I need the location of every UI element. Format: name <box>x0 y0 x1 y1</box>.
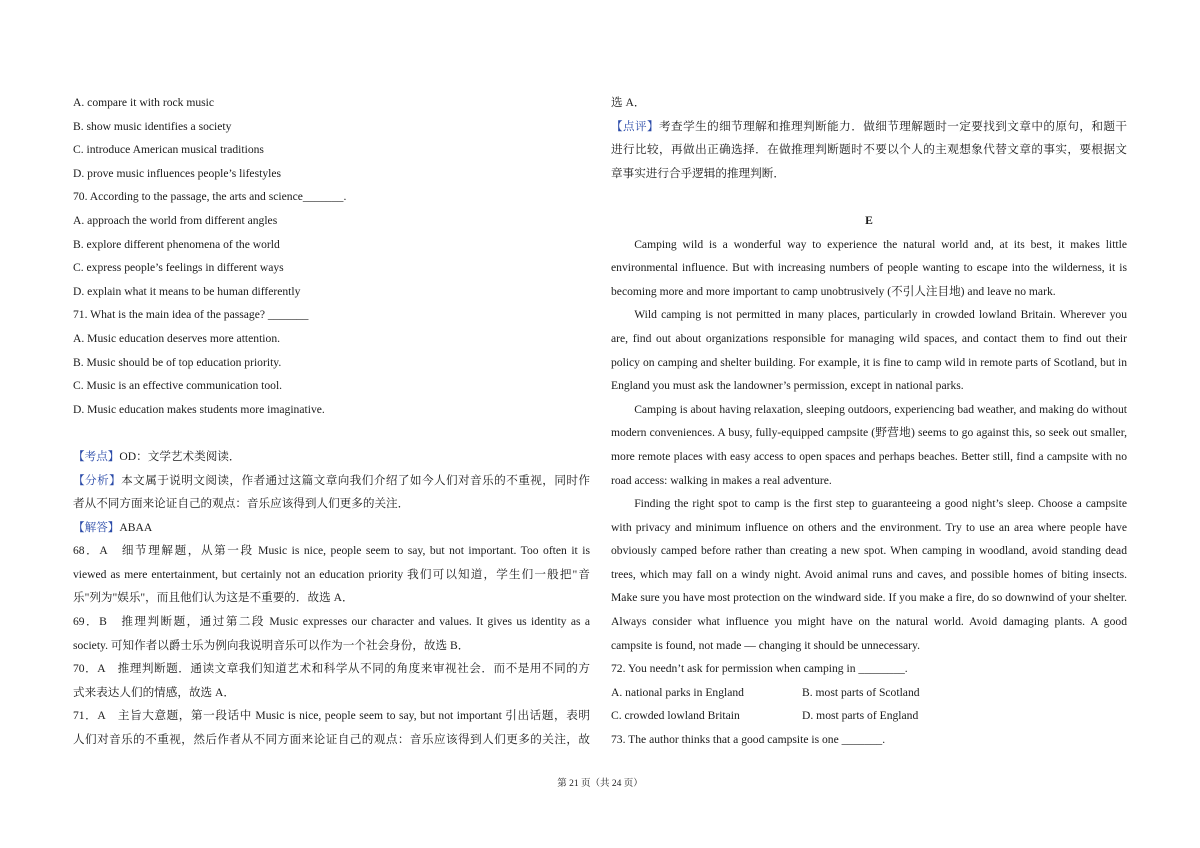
exp68-line-3: 乐"列为"娱乐"，而且他们认为这是不重要的．故选 A． <box>73 591 354 605</box>
dianping-text-1: 考查学生的细节理解和推理判断能力．做细节理解题时一定要找到文章中的原句，和题干 <box>659 119 1127 133</box>
exp68-line-1: 68．A 细节理解题，从第一段 Music is nice, people seem to say, but not important. Too often it is <box>73 544 590 558</box>
q72-stem: 72. You needn’t ask for permission when camping in ________. <box>611 662 908 676</box>
q72-options-row-1 <box>611 681 1127 705</box>
dianping-line-1 <box>611 115 1127 139</box>
q70-option-b: B. explore different phenomena of the world <box>73 237 280 251</box>
continuation-line: 选 A． <box>611 96 646 109</box>
q70-option-d: D. explain what it means to be human differently <box>73 284 301 298</box>
dianping-tag: 【点评】 <box>611 119 660 133</box>
fenxi-text-1: 本文属于说明文阅读，作者通过这篇文章向我们介绍了如今人们对音乐的不重视，同时作 <box>121 473 590 487</box>
q72-option-a: A. national parks in England <box>611 685 744 699</box>
q72-options-row-2 <box>611 704 1127 728</box>
q71-option-d: D. Music education makes students more imaginative. <box>73 402 325 416</box>
jieda-tag: 【解答】 <box>73 520 120 534</box>
q71-option-c: C. Music is an effective communication tool. <box>73 379 283 393</box>
page-footer: 第 21 页（共 24 页） <box>557 779 643 789</box>
passage-paragraph-3: Camping is about having relaxation, sleeping outdoors, experiencing bad weather, and making do without modern conveniences. A busy, fully-equipped campsite (野营地) seems to go against this, so seek out smaller, more remote places with easy access to open spaces and perhaps beaches. Better still, find a campsite with no road access: walking in makes a real adventure. <box>611 402 1127 487</box>
q72-option-d: D. most parts of England <box>802 709 919 723</box>
q69-option-c: C. introduce American musical traditions <box>73 143 264 157</box>
q71-stem: 71. What is the main idea of the passage? _______ <box>73 308 309 322</box>
q69-option-a: A. compare it with rock music <box>73 96 215 109</box>
exp69-line-2: society. 可知作者以爵士乐为例向我说明音乐可以作为一个社会身份，故选 B． <box>73 638 470 652</box>
q72-option-c: C. crowded lowland Britain <box>611 709 740 723</box>
fenxi-line-2: 者从不同方面来论证自己的观点：音乐应该得到人们更多的关注． <box>73 497 410 511</box>
dianping-line-3: 章事实进行合乎逻辑的推理判断． <box>611 166 785 180</box>
right-column <box>611 91 1127 752</box>
section-title: E <box>865 213 873 227</box>
kaodian <box>73 445 590 469</box>
q70-option-c: C. express people’s feelings in different ways <box>73 261 284 275</box>
left-column <box>73 91 590 752</box>
q70-option-a: A. approach the world from different angles <box>73 213 278 227</box>
dianping-line-2: 进行比较，再做出正确选择．在做推理判断题时不要以个人的主观想象代替文章的事实，要根据文 <box>611 143 1127 157</box>
exp70-line-2: 式来表达人们的情感，故选 A． <box>73 685 235 699</box>
q69-option-d: D. prove music influences people’s lifestyles <box>73 166 281 180</box>
passage-paragraph-2: Wild camping is not permitted in many places, particularly in crowded lowland Britain. Wherever you are, find out about organizations responsible for managing wild spaces, and contact them to find out their policy on camping and shelter building. For example, it is fine to camp wild in remote parts of Scotland, but in England you must ask the landowner’s permission, except in national parks. <box>611 308 1127 393</box>
exp71-line-1: 71．A 主旨大意题，第一段话中 Music is nice, people seem to say, but not important 引出话题，表明 <box>73 709 590 723</box>
jieda-text: ABAA <box>119 520 153 534</box>
q70-stem: 70. According to the passage, the arts and science_______. <box>73 190 347 204</box>
exp69-line-1: 69．B 推理判断题，通过第二段 Music expresses our character and values. It gives us identity as a <box>73 615 590 629</box>
q71-option-b: B. Music should be of top education priority. <box>73 355 282 369</box>
passage <box>611 233 1127 658</box>
jieda <box>73 516 590 540</box>
kaodian-text: OD：文学艺术类阅读． <box>119 449 241 463</box>
q69-option-b: B. show music identifies a society <box>73 119 232 133</box>
exp68-line-2: viewed as mere entertainment, but certainly not an education priority 我们可以知道，学生们一般把"音 <box>73 567 590 581</box>
q73-stem: 73. The author thinks that a good campsite is one _______. <box>611 733 886 747</box>
exp71-line-2: 人们对音乐的不重视，然后作者从不同方面来论证自己的观点：音乐应该得到人们更多的关注，故 <box>73 733 590 747</box>
fenxi-line-1 <box>73 469 590 493</box>
passage-paragraph-4: Finding the right spot to camp is the first step to guaranteeing a good night’s sleep. Choose a campsite with privacy and minimum influence on others and the environment. Try to use an area where people have obviously camped before rather than creating a new spot. When camping in woodland, avoid standing dead trees, which may fall on a windy night. Avoid animal runs and caves, and possible homes of biting insects. Make sure you have most protection on the windward side. If you make a fire, do so downwind of your shelter. Always consider what influence you might have on the natural world. Avoid damaging plants. A good campsite is found, not made — changing it should be unnecessary. <box>611 497 1127 652</box>
fenxi-tag: 【分析】 <box>73 473 122 487</box>
q71-option-a: A. Music education deserves more attention. <box>73 331 281 345</box>
kaodian-tag: 【考点】 <box>73 449 120 463</box>
q72-option-b: B. most parts of Scotland <box>802 685 920 699</box>
passage-paragraph-1: Camping wild is a wonderful way to experience the natural world and, at its best, it makes little environmental influence. But with increasing numbers of people wanting to escape into the wilderness, it is becoming more and more important to camp unobtrusively (不引人注目地) and leave no mark. <box>611 237 1127 298</box>
exp70-line-1: 70．A 推理判断题．通读文章我们知道艺术和科学从不同的角度来审视社会．而不是用不同的方 <box>73 662 590 676</box>
